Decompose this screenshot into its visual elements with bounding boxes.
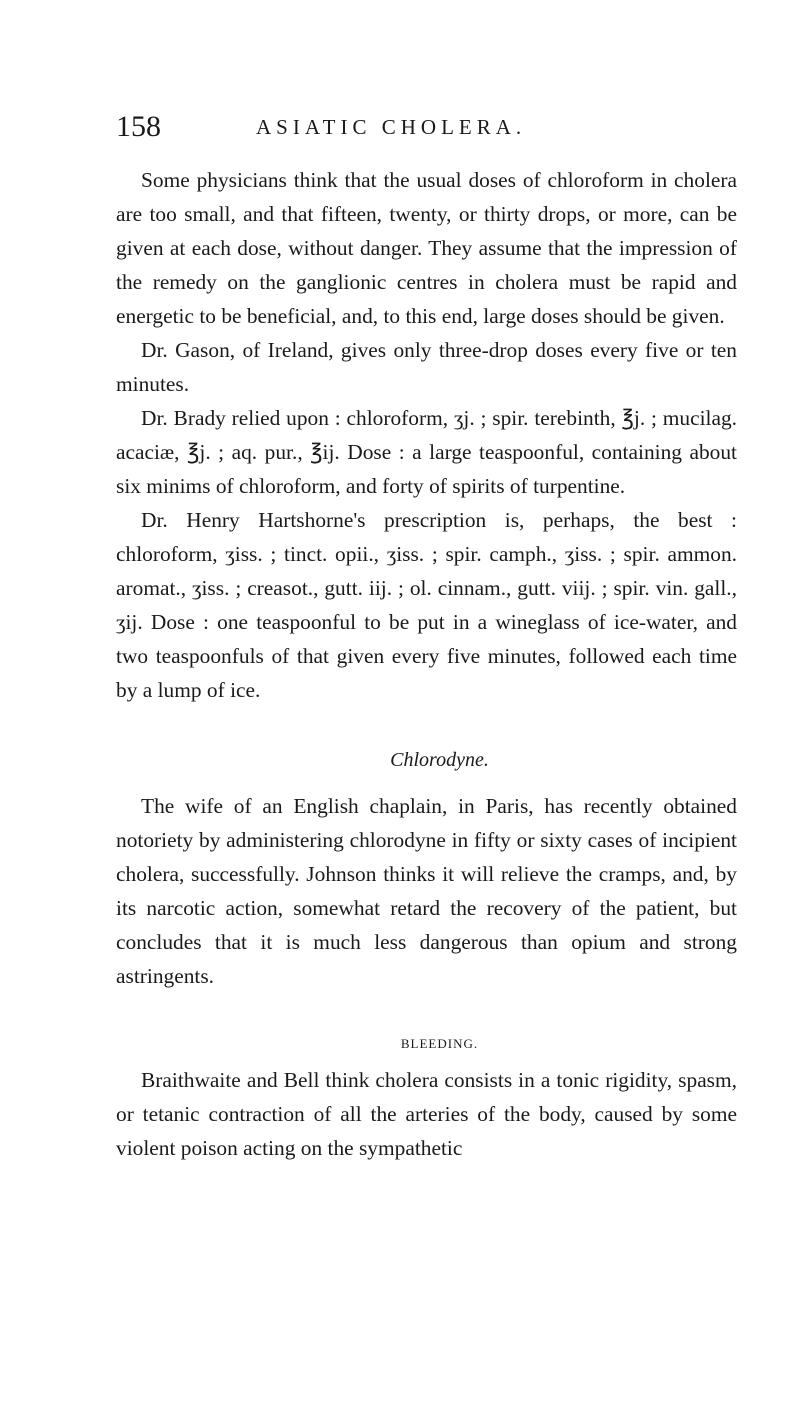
page-header (116, 107, 736, 147)
page-number: 158 (116, 110, 161, 143)
body-text (116, 163, 737, 1165)
paragraph-gason: Dr. Gason, of Ireland, gives only three-drop doses every five or ten minutes. (116, 338, 737, 396)
paragraph-braithwaite: Braithwaite and Bell think cholera consists in a tonic rigidity, spasm, or tetanic contraction of all the arteries of the body, caused by some violent poison acting on the sympathetic (116, 1068, 737, 1160)
section-heading-bleeding: BLEEDING. (400, 1036, 479, 1051)
paragraph-chloroform-doses: Some physicians think that the usual doses of chloroform in cholera are too small, and that fifteen, twenty, or thirty drops, or more, can be given at each dose, without danger. They assume that the impression of the remedy on the ganglionic centres in cholera must be rapid and energetic to be beneficial, and, to this end, large doses should be given. (116, 168, 737, 328)
section-heading-chlorodyne: Chlorodyne. (390, 749, 489, 771)
running-title: ASIATIC CHOLERA. (256, 115, 527, 139)
paragraph-hartshorne: Dr. Henry Hartshorne's prescription is, perhaps, the best : chloroform, ʒiss. ; tinct. opii., ʒiss. ; spir. camph., ʒiss. ; spir. ammon. aromat., ʒiss. ; creasot., gutt. iij. ; ol. cinnam., gutt. viij. ; spir. vin. gall., ʒij. Dose : one teaspoonful to be put in a wineglass of ice-water, and two teaspoonfuls of that given every five minutes, followed each time by a lump of ice. (116, 508, 737, 702)
paragraph-brady: Dr. Brady relied upon : chloroform, ʒj. ; spir. terebinth, ℥j. ; mucilag. acaciæ, ℥j. ; aq. pur., ℥ij. Dose : a large teaspoonful, containing about six minims of chloroform, and forty of spirits of turpentine. (116, 406, 737, 498)
paragraph-chlorodyne: The wife of an English chaplain, in Paris, has recently obtained notoriety by administering chlorodyne in fifty or sixty cases of incipient cholera, successfully. Johnson thinks it will relieve the cramps, and, by its narcotic action, somewhat retard the recovery of the patient, but concludes that it is much less dangerous than opium and strong astringents. (116, 794, 737, 988)
